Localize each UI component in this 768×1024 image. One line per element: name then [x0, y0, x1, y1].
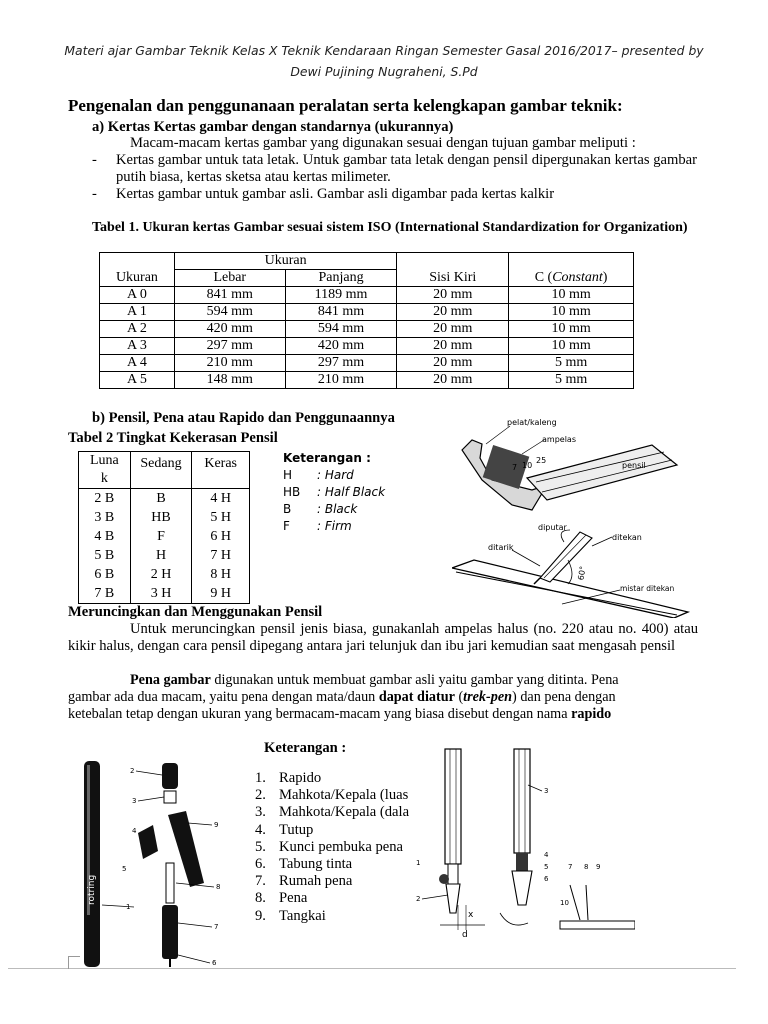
table-row: 2 B B 4 H — [79, 489, 250, 509]
label-ditekan: ditekan — [612, 533, 642, 542]
rap-num: 6 — [212, 959, 217, 967]
table2-caption: Tabel 2 Tingkat Kekerasan Pensil — [68, 430, 278, 446]
table1-group-header: Ukuran — [174, 253, 397, 270]
section-a-heading: a) Kertas Kertas gambar dengan standarnya (ukurannya) — [92, 119, 454, 135]
rapido-cap-top — [162, 763, 178, 789]
rap-num: 4 — [132, 827, 137, 835]
list-item: 1. Rapido — [255, 770, 322, 786]
iso-paper-table — [99, 252, 634, 389]
list-item: 2. Mahkota/Kepala (luas — [255, 787, 409, 804]
pena-paragraph: Pena gambar digunakan untuk membuat gambar asli yaitu gambar yang ditinta. Pena gambar ada dua macam, yaitu pena dengan mata/daun dapat diatur (trek-pen) dan pena dengan ketebalan tetap dengan ukuran yang bermacam-macam yang biasa disebut dengan nama rapido — [68, 672, 619, 722]
pen-num: 3 — [544, 787, 549, 795]
table-row: 5 B H 7 H — [79, 546, 250, 565]
rap-num: 2 — [130, 767, 135, 775]
bullet-list — [92, 152, 697, 203]
pen-num: 4 — [544, 851, 549, 859]
pen-num: 8 — [584, 863, 589, 871]
label-d: d — [462, 930, 468, 940]
label-pelat: pelat/kaleng — [507, 418, 557, 427]
list-item: F : Firm — [283, 519, 352, 533]
rap-num: 3 — [132, 797, 137, 805]
label-angle: 60° — [576, 565, 588, 581]
corner-mark — [68, 956, 69, 969]
keterangan-title: Keterangan : — [283, 451, 371, 465]
table-row: A 2 420 mm 594 mm 20 mm 10 mm — [100, 321, 634, 338]
rapido-barrel — [162, 905, 178, 959]
sharpen-paragraph: Untuk meruncingkan pensil jenis biasa, gunakanlah ampelas halus (no. 220 atau no. 400) atau kikir halus, dengan cara pensil dipegang antara jari telunjuk dan ibu jari kemudian saat mengasah pensil — [68, 621, 698, 654]
label-ditarik: ditarik — [488, 543, 514, 552]
rap-num: 1 — [126, 903, 131, 911]
bullet-item: - Kertas gambar untuk tata letak. Untuk gambar tata letak dengan pensil dipergunakan kertas gambar putih biasa, kertas sketsa atau kertas milimeter. — [92, 152, 697, 185]
section-a-intro: Macam-macam kertas gambar yang digunakan sesuai dengan tujuan gambar meliputi : — [130, 135, 636, 151]
list-item: 5. Kunci pembuka pena — [255, 838, 404, 855]
list-item: 6. Tabung tinta — [255, 856, 353, 873]
table1-caption: Tabel 1. Ukuran kertas Gambar sesuai sistem ISO (International Standardization for Organization) — [92, 220, 688, 235]
rap-num: 9 — [214, 821, 219, 829]
header-line-2: Dewi Pujining Nugraheni, S.Pd — [290, 64, 478, 79]
table-row: A 5 148 mm 210 mm 20 mm 5 mm — [100, 372, 634, 389]
table-row: A 0 841 mm 1189 mm 20 mm 10 mm — [100, 287, 634, 304]
list-item: HB : Half Black — [283, 485, 386, 499]
rapido-parts-list — [255, 770, 410, 925]
pencil-hardness-table — [78, 451, 250, 604]
pen-nib-right — [512, 871, 532, 905]
keterangan-list — [283, 467, 385, 535]
label-ampelas: ampelas — [542, 435, 576, 444]
list-item: 8. Pena — [255, 890, 308, 907]
bullet-item: - Kertas gambar untuk gambar asli. Gambar asli digambar pada kertas kalkir — [92, 186, 555, 202]
rapido-brand: rotring — [87, 874, 97, 905]
list-item: 7. Rumah pena — [255, 873, 353, 890]
pencil-ruler-figure — [452, 520, 692, 618]
pen-num: 6 — [544, 875, 549, 883]
header-line-1: Materi ajar Gambar Teknik Kelas X Teknik Kendaraan Ringan Semester Gasal 2016/2017– presented by — [64, 43, 704, 58]
pen-num: 9 — [596, 863, 601, 871]
table-row: A 3 297 mm 420 mm 20 mm 10 mm — [100, 338, 634, 355]
label-d3: 7 — [512, 463, 518, 472]
rap-num: 5 — [122, 865, 127, 873]
label-d1: 25 — [536, 456, 547, 465]
table-row: A 1 594 mm 841 mm 20 mm 10 mm — [100, 304, 634, 321]
rapido-pen-body — [84, 761, 100, 967]
page-header — [60, 40, 708, 82]
label-x: x — [468, 910, 474, 920]
rap-num: 7 — [214, 923, 219, 931]
trek-pen-figure — [410, 745, 635, 940]
label-mistar: mistar ditekan — [620, 584, 675, 593]
table-row: A 4 210 mm 297 mm 20 mm 5 mm — [100, 355, 634, 372]
table-row: 3 B HB 5 H — [79, 508, 250, 527]
sandpaper-figure — [452, 410, 682, 515]
list-item: H : Hard — [283, 468, 354, 482]
rap-num: 8 — [216, 883, 221, 891]
label-pensil: pensil — [622, 461, 646, 470]
rapido-figure — [78, 755, 268, 975]
footer-rule — [8, 968, 736, 969]
table-header-row: Luna k Sedang Keras — [79, 452, 250, 489]
pen-num: 7 — [568, 863, 573, 871]
list-item: 4. Tutup — [255, 821, 314, 838]
section-b-heading: b) Pensil, Pena atau Rapido dan Penggunaannya — [92, 410, 395, 426]
list-item: 3. Mahkota/Kepala (dala — [255, 804, 410, 821]
page-title: Pengenalan dan penggunanaan peralatan serta kelengkapan gambar teknik: — [68, 96, 623, 115]
pen-num: 2 — [416, 895, 421, 903]
pen-num: 5 — [544, 863, 549, 871]
pen-handle-right — [514, 749, 530, 853]
table-header-row: Ukuran Lebar Panjang Sisi Kiri C (Constant) — [100, 270, 634, 287]
sharpen-heading: Meruncingkan dan Menggunakan Pensil — [68, 604, 323, 620]
list-item: 9. Tangkai — [255, 907, 326, 924]
table-row: 7 B 3 H 9 H — [79, 584, 250, 604]
pen-handle-left — [445, 749, 461, 864]
keterangan2-title: Keterangan : — [264, 740, 347, 756]
corner-mark — [68, 956, 80, 957]
label-d2: 10 — [522, 461, 533, 470]
rapido-key — [138, 825, 158, 859]
pen-num: 10 — [560, 899, 569, 907]
table-row: 6 B 2 H 8 H — [79, 565, 250, 584]
label-diputar: diputar — [538, 523, 567, 532]
pen-num: 1 — [416, 859, 421, 867]
table-row: 4 B F 6 H — [79, 527, 250, 546]
list-item: B : Black — [283, 502, 358, 516]
